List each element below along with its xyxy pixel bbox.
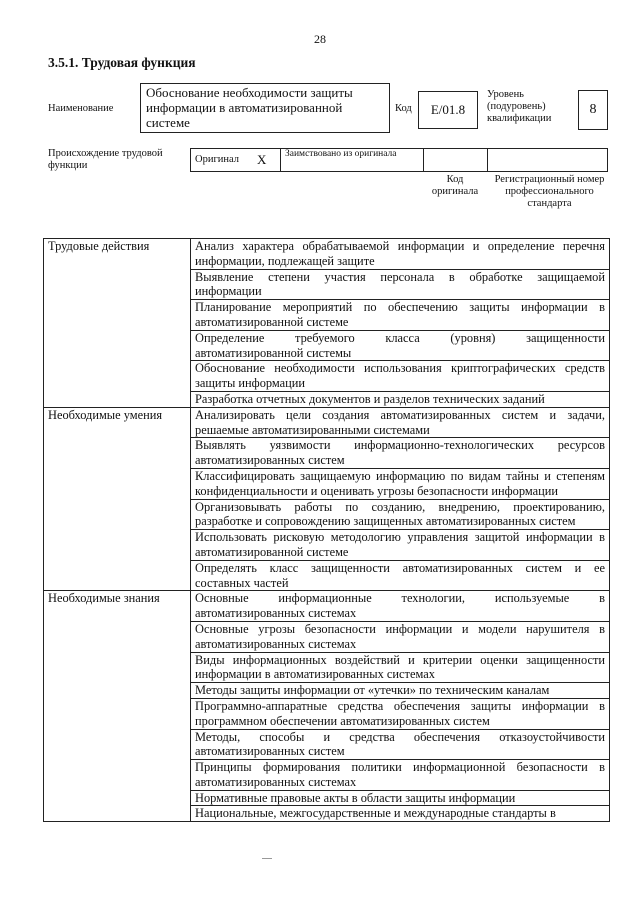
group-item: Виды информационных воздействий и критерии оценки защищенности информации в автоматизированных системах <box>191 652 610 683</box>
section-title: 3.5.1. Трудовая функция <box>48 55 196 70</box>
code-caption: Код оригинала <box>431 174 479 197</box>
group-item: Определение требуемого класса (уровня) защищенности автоматизированной системы <box>191 330 610 361</box>
group-item: Принципы формирования политики информационной безопасности в автоматизированных системах <box>191 760 610 791</box>
group-item: Основные угрозы безопасности информации и модели нарушителя в автоматизированных системах <box>191 621 610 652</box>
group-title: Трудовые действия <box>44 239 191 408</box>
group-item: Обоснование необходимости использования криптографических средств защиты информации <box>191 361 610 392</box>
table-row <box>44 239 610 270</box>
level-value: 8 <box>589 102 597 117</box>
code-box <box>418 91 478 129</box>
level-box <box>578 90 608 130</box>
group-item: Выявлять уязвимости информационно-технологических ресурсов автоматизированных систем <box>191 438 610 469</box>
table-row <box>44 407 610 438</box>
origin-reg-cell <box>488 149 609 171</box>
competency-table <box>43 238 610 822</box>
origin-label: Происхождение трудовой функции <box>48 148 163 171</box>
table-row <box>44 591 610 622</box>
group-item: Выявление степени участия персонала в обработке защищаемой информации <box>191 269 610 300</box>
group-item: Классифицировать защищаемую информацию по видам тайны и степеням конфиденциальности и оценивать угрозы безопасности информации <box>191 468 610 499</box>
group-title: Необходимые знания <box>44 591 191 822</box>
group-item: Национальные, межгосударственные и международные стандарты в <box>191 806 610 822</box>
group-item: Использовать рисковую методологию управления защитой информации в автоматизированной системе <box>191 530 610 561</box>
original-label: Оригинал <box>195 154 239 165</box>
group-item: Анализ характера обрабатываемой информации и определение перечня информации, подлежащей защите <box>191 239 610 270</box>
code-label: Код <box>395 103 412 114</box>
level-label: Уровень (подуровень) квалификации <box>487 89 552 124</box>
group-item: Методы, способы и средства обеспечения отказоустойчивости автоматизированных систем <box>191 729 610 760</box>
reg-caption: Регистрационный номер профессионального стандарта <box>494 174 605 209</box>
group-item: Определять класс защищенности автоматизированных систем и ее составных частей <box>191 560 610 591</box>
origin-code-cell <box>424 149 488 171</box>
page-number: 28 <box>314 32 326 46</box>
group-item: Организовывать работы по созданию, внедрению, проектированию, разработке и сопровождению защищенных автоматизированных систем <box>191 499 610 530</box>
function-name-value: Обоснование необходимости защиты информации в автоматизированной системе <box>146 85 353 130</box>
borrowed-label: Заимствовано из оригинала <box>285 149 397 159</box>
group-item: Анализировать цели создания автоматизированных систем и задачи, решаемые автоматизированными системами <box>191 407 610 438</box>
group-item: Программно-аппаратные средства обеспечения защиты информации в программном обеспечении автоматизированных систем <box>191 698 610 729</box>
function-name-box <box>140 83 390 133</box>
origin-borrowed-cell <box>281 149 424 171</box>
original-mark: X <box>257 152 267 167</box>
group-title: Необходимые умения <box>44 407 191 591</box>
origin-original-cell <box>191 149 281 171</box>
page-mark <box>262 858 272 859</box>
code-value: E/01.8 <box>430 102 466 117</box>
group-item: Разработка отчетных документов и разделов технических заданий <box>191 391 610 407</box>
group-item: Планирование мероприятий по обеспечению защиты информации в автоматизированной системе <box>191 300 610 331</box>
group-item: Нормативные правовые акты в области защиты информации <box>191 790 610 806</box>
group-item: Методы защиты информации от «утечки» по техническим каналам <box>191 683 610 699</box>
group-item: Основные информационные технологии, используемые в автоматизированных системах <box>191 591 610 622</box>
origin-table <box>190 148 608 172</box>
name-label: Наименование <box>48 103 114 114</box>
